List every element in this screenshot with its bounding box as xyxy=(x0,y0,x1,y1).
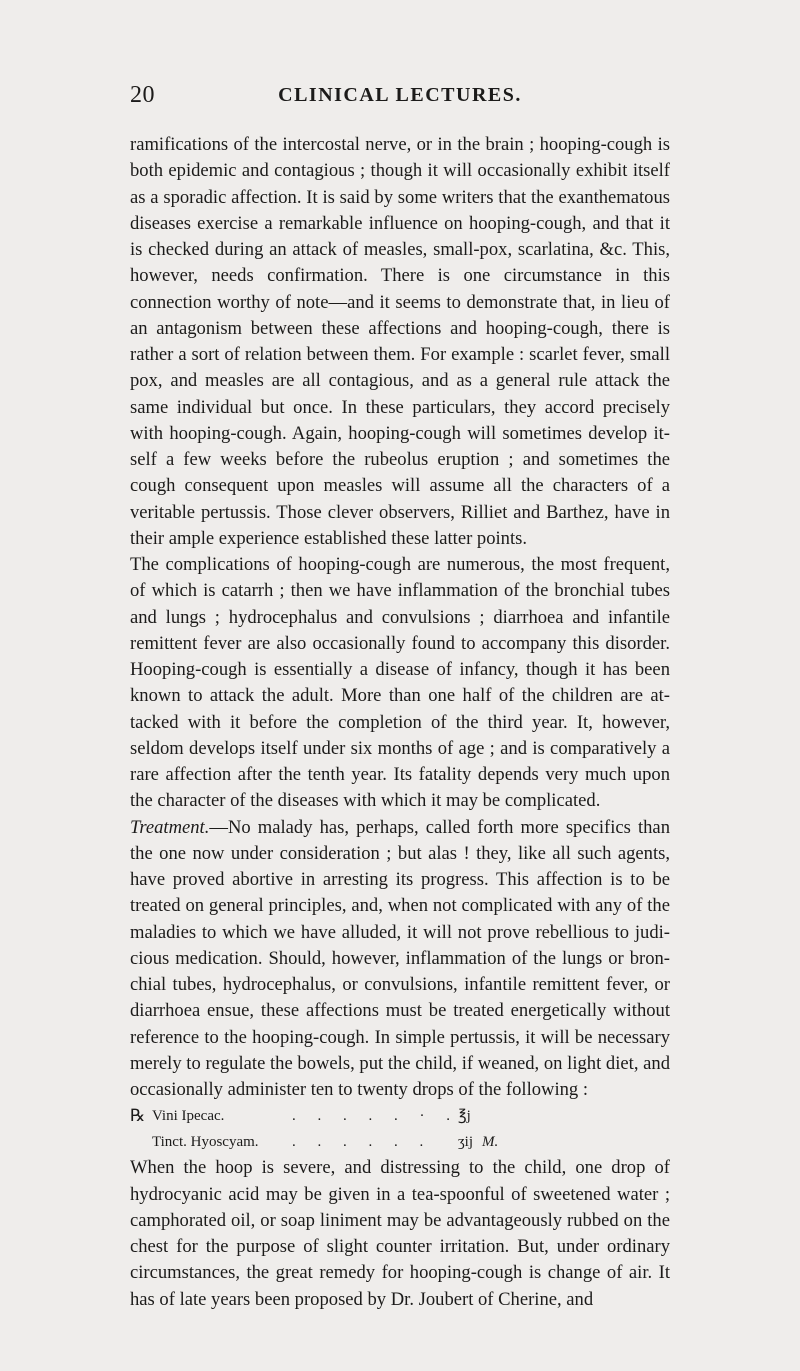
prescription-line xyxy=(130,1129,670,1155)
prescription-dose: ʒij xyxy=(458,1134,473,1151)
paragraph-treatment xyxy=(130,815,670,1104)
paragraph-complications: The complications of hooping-cough are numerous, the most frequent, of which is catarrh ; then we have inflammation of the bronchial tubes and lungs ; hydrocephalus and convulsions ; diarrhoea and infantile remittent fever are also occasionally found to accompany this disorder. Hooping-cough is essentially a disease of infancy, though it has been known to attack the adult. More than one half of the children are attacked with it before the completion of the third year. It, however, seldom develops itself under six months of age ; and is comparatively a rare affection after the tenth year. Its fatality depends very much upon the character of the diseases with which it may be complicated. xyxy=(130,554,670,812)
running-title: CLINICAL LECTURES. xyxy=(278,84,522,106)
page-header xyxy=(130,82,670,116)
recipe-symbol: ℞ xyxy=(130,1106,146,1126)
prescription-line xyxy=(130,1103,670,1129)
paragraph-continuation: ramifications of the intercostal nerve, or in the brain ; hooping-cough is both epidemic and contagious ; though it will occasionally exhibit itself as a sporadic affection. It is said by some writers that the exanthematous diseases exercise a remarkable influence on hooping-cough, and that it is checked during an attack of measles, small-pox, scarlatina, &c. This, however, needs confirmation. There is one circumstance in this connection worthy of note—and it seems to demonstrate that, in lieu of an antagonism between these affections and hooping-cough, there is rather a sort of relation between them. For example : scarlet fever, small pox, and measles are all contagious, and as a general rule attack the same individual but once. In these particulars, they accord precisely with hooping-cough. Again, hooping-cough will sometimes develop itself a few weeks before the rubeolus eruption ; and sometimes the cough consequent upon measles will assume all the characters of a veritable pertussis. Those clever observers, Rilliet and Barthez, have in their ample experience established these latter points. xyxy=(130,134,670,549)
prescription-dots: . . . . . · . xyxy=(292,1108,459,1125)
body-text xyxy=(130,132,670,1313)
treatment-text: —No malady has, perhaps, called forth more specifics than the one now under consideration ; but alas ! they, like all such agents, have proved abortive in arresting its progress. This affection is to be treated on general principles, and, when not complicated with any of the maladies to which we have alluded, it will not prove rebellious to judicious medication. Should, however, inflammation of the lungs or bronchial tubes, hydrocephalus, or convulsions, infantile remittent fever, or diarrhoea ensue, these affections must be treated energetically without reference to the hooping-cough. In simple pertussis, it will be necessary merely to regulate the bowels, put the child, if weaned, on light diet, and occasionally administer ten to twenty drops of the following : xyxy=(130,816,670,1100)
prescription-item-name: Tinct. Hyoscyam. xyxy=(152,1134,259,1151)
page-number: 20 xyxy=(130,82,155,108)
prescription-dose: ℥j xyxy=(458,1108,471,1125)
prescription-item-name: Vini Ipecac. xyxy=(152,1108,225,1125)
prescription-sig: M. xyxy=(482,1134,499,1151)
prescription-dots: . . . . . . xyxy=(292,1134,433,1151)
paragraph-closing: When the hoop is severe, and distressing to the child, one drop of hydrocyanic acid may be given in a tea-spoonful of sweetened water ; camphorated oil, or soap liniment may be advantageously rubbed on the chest for the purpose of slight counter irritation. But, under ordinary circumstances, the great remedy for hooping-cough is change of air. It has of late years been proposed by Dr. Joubert of Cherine, and xyxy=(130,1157,670,1310)
prescription xyxy=(130,1103,670,1155)
treatment-heading: Treatment. xyxy=(130,816,210,838)
